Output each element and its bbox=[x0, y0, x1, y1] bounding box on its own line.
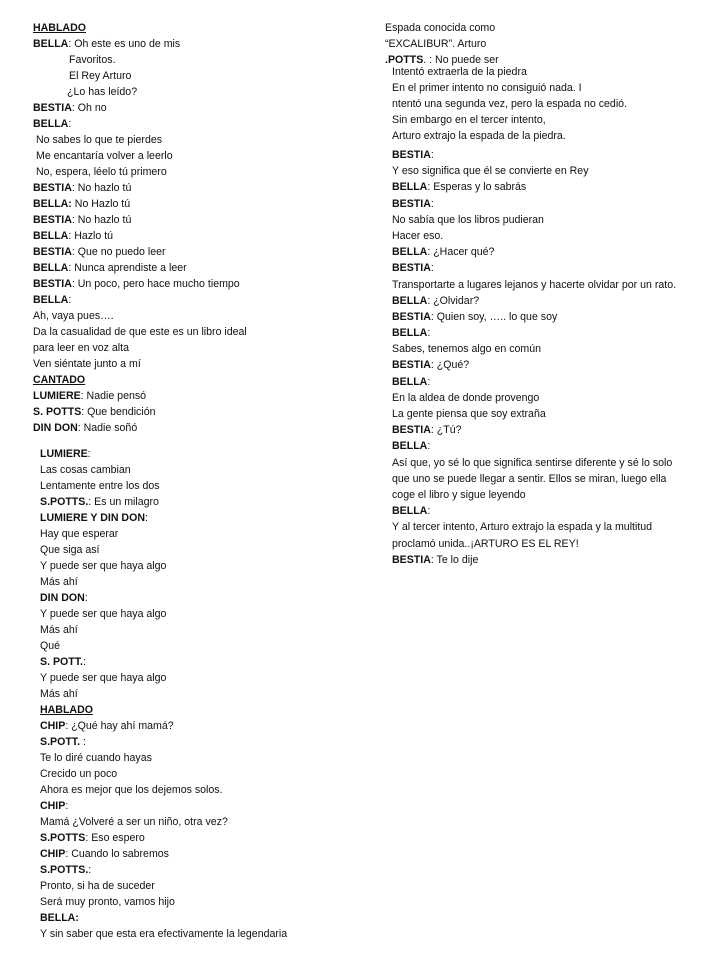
dialogue-line bbox=[392, 552, 682, 568]
dialogue-text: Te lo diré cuando hayas bbox=[40, 752, 152, 764]
speaker-name: BESTIA bbox=[392, 149, 431, 161]
dialogue-line bbox=[33, 404, 247, 420]
dialogue-line bbox=[33, 244, 247, 260]
dialogue-text: : bbox=[84, 592, 88, 604]
dialogue-text: Ahora es mejor que los dejemos solos. bbox=[40, 784, 223, 796]
dialogue-text: : Oh este es uno de mis bbox=[68, 38, 181, 50]
dialogue-line bbox=[40, 590, 287, 606]
dialogue-text: Da la casualidad de que este es un libro ideal bbox=[33, 326, 247, 338]
speaker-name: BELLA bbox=[33, 294, 69, 306]
dialogue-text: Lentamente entre los dos bbox=[40, 480, 160, 492]
dialogue-line bbox=[33, 420, 247, 436]
dialogue-text-line bbox=[33, 324, 247, 340]
speaker-name: BELLA bbox=[392, 246, 428, 259]
dialogue-text-line bbox=[40, 686, 287, 702]
section-heading-text: CANTADO bbox=[33, 374, 86, 386]
section-heading-text: HABLADO bbox=[40, 704, 93, 716]
dialogue-line bbox=[33, 388, 247, 404]
dialogue-text-line bbox=[40, 750, 287, 766]
dialogue-text: ¿Lo has leído? bbox=[67, 86, 138, 98]
dialogue-text: Ven siéntate junto a mí bbox=[33, 358, 141, 370]
speaker-name: BESTIA bbox=[392, 310, 431, 323]
dialogue-text: . : No puede ser bbox=[423, 54, 499, 66]
dialogue-text: En el primer intento no consiguió nada. I bbox=[392, 82, 582, 94]
dialogue-text-line bbox=[40, 462, 287, 478]
dialogue-line bbox=[392, 179, 682, 195]
script-column-right-middle bbox=[392, 64, 627, 144]
dialogue-line bbox=[392, 374, 682, 390]
dialogue-line bbox=[33, 116, 247, 132]
dialogue-text-line bbox=[33, 164, 247, 180]
speaker-name: BELLA bbox=[392, 440, 428, 453]
dialogue-text-line bbox=[392, 112, 627, 128]
dialogue-text: Pronto, si ha de suceder bbox=[40, 880, 155, 892]
dialogue-line bbox=[40, 734, 287, 750]
dialogue-text: : bbox=[87, 448, 91, 460]
dialogue-text: Más ahí bbox=[40, 576, 78, 588]
dialogue-text-line bbox=[392, 96, 627, 112]
dialogue-text: : Cuando lo sabremos bbox=[65, 848, 169, 860]
dialogue-text: : Nadie soñó bbox=[77, 422, 138, 434]
script-column-right-bottom bbox=[392, 147, 682, 568]
speaker-name: S.POTTS. bbox=[40, 496, 89, 508]
dialogue-line bbox=[40, 830, 287, 846]
speaker-name: BESTIA bbox=[33, 182, 72, 194]
dialogue-text-line bbox=[392, 390, 682, 406]
script-column-left-top bbox=[33, 20, 247, 436]
dialogue-line bbox=[392, 244, 682, 260]
speaker-name: BELLA bbox=[392, 375, 428, 388]
dialogue-text-line bbox=[33, 68, 247, 84]
dialogue-line bbox=[40, 494, 287, 510]
dialogue-text: : bbox=[144, 512, 148, 524]
speaker-name: S. POTTS bbox=[33, 406, 82, 418]
speaker-name: BELLA bbox=[33, 118, 69, 130]
section-heading bbox=[33, 372, 247, 388]
dialogue-line bbox=[392, 325, 682, 341]
dialogue-line bbox=[40, 910, 287, 926]
dialogue-text: : ¿Qué? bbox=[430, 359, 470, 372]
dialogue-text: : Eso espero bbox=[85, 832, 145, 844]
speaker-name: LUMIERE Y DIN DON bbox=[40, 512, 145, 524]
dialogue-text: Será muy pronto, vamos hijo bbox=[40, 896, 175, 908]
dialogue-line bbox=[33, 276, 247, 292]
dialogue-text-line bbox=[40, 766, 287, 782]
dialogue-text-line bbox=[392, 277, 682, 293]
dialogue-text-line bbox=[40, 894, 287, 910]
section-heading bbox=[33, 20, 247, 36]
speaker-name: .POTTS bbox=[385, 54, 424, 66]
dialogue-text-line bbox=[392, 64, 627, 80]
speaker-name: LUMIERE bbox=[33, 390, 81, 402]
dialogue-text: La gente piensa que soy extraña bbox=[392, 408, 546, 421]
speaker-name: CHIP bbox=[40, 848, 66, 860]
speaker-name: S.POTTS bbox=[40, 832, 86, 844]
script-column-left-bottom bbox=[40, 446, 287, 942]
dialogue-text: Y sin saber que esta era efectivamente la legendaria bbox=[40, 928, 288, 940]
speaker-name: BELLA bbox=[33, 262, 69, 274]
speaker-name: DIN DON bbox=[40, 592, 85, 604]
dialogue-line bbox=[392, 503, 682, 519]
speaker-name: BESTIA bbox=[33, 246, 72, 258]
dialogue-text: : Te lo dije bbox=[430, 553, 479, 566]
dialogue-text-line bbox=[40, 558, 287, 574]
dialogue-text: para leer en voz alta bbox=[33, 342, 129, 354]
dialogue-line bbox=[392, 357, 682, 373]
speaker-name: CHIP bbox=[40, 720, 66, 732]
dialogue-text-line bbox=[385, 20, 499, 36]
dialogue-line bbox=[40, 510, 287, 526]
dialogue-text: No sabía que los libros pudieran bbox=[392, 213, 544, 226]
dialogue-text-line bbox=[33, 84, 247, 100]
dialogue-text: : Nunca aprendiste a leer bbox=[68, 262, 187, 274]
dialogue-text-line bbox=[392, 341, 682, 357]
dialogue-text: : bbox=[68, 294, 72, 306]
dialogue-text: No sabes lo que te pierdes bbox=[36, 134, 163, 146]
dialogue-line bbox=[33, 212, 247, 228]
dialogue-text-line bbox=[33, 356, 247, 372]
dialogue-text: : No hazlo tú bbox=[71, 182, 132, 194]
dialogue-text-line bbox=[40, 878, 287, 894]
dialogue-text: El Rey Arturo bbox=[69, 70, 132, 82]
speaker-name: BELLA bbox=[33, 230, 69, 242]
speaker-name: BESTIA bbox=[392, 553, 431, 566]
speaker-name: S.POTT. bbox=[40, 736, 81, 748]
dialogue-text-line bbox=[392, 80, 627, 96]
dialogue-line bbox=[40, 718, 287, 734]
dialogue-line bbox=[40, 446, 287, 462]
dialogue-text: Que siga así bbox=[40, 544, 100, 556]
speaker-name: BELLA bbox=[33, 38, 69, 50]
dialogue-text: Intentó extraerla de la piedra bbox=[392, 66, 527, 78]
dialogue-line bbox=[392, 147, 682, 163]
dialogue-text: Crecido un poco bbox=[40, 768, 118, 780]
dialogue-text: Favoritos. bbox=[69, 54, 116, 66]
dialogue-line bbox=[392, 438, 682, 454]
dialogue-text: : Que no puedo leer bbox=[71, 246, 166, 258]
speaker-name: BELLA: bbox=[40, 912, 79, 924]
dialogue-text: : bbox=[427, 375, 431, 388]
dialogue-text: : Nadie pensó bbox=[80, 390, 147, 402]
dialogue-line bbox=[40, 654, 287, 670]
dialogue-text: : ¿Tú? bbox=[430, 424, 462, 437]
speaker-name: LUMIERE bbox=[40, 448, 88, 460]
dialogue-text: Las cosas cambian bbox=[40, 464, 131, 476]
dialogue-text: Y al tercer intento, Arturo extrajo la espada y la multitud proclamó unida..¡ARTURO ES EL REY! bbox=[392, 521, 653, 550]
dialogue-text-line bbox=[40, 814, 287, 830]
dialogue-text-line bbox=[40, 782, 287, 798]
dialogue-line bbox=[40, 798, 287, 814]
speaker-name: BESTIA bbox=[392, 424, 431, 437]
dialogue-text: Y puede ser que haya algo bbox=[40, 560, 167, 572]
speaker-name: BELLA bbox=[392, 327, 428, 340]
speaker-name: BESTIA bbox=[33, 214, 72, 226]
dialogue-line bbox=[392, 309, 682, 325]
dialogue-text: Hay que esperar bbox=[40, 528, 119, 540]
dialogue-text: No Hazlo tú bbox=[71, 198, 131, 210]
dialogue-text: : Que bendición bbox=[81, 406, 156, 418]
dialogue-text: : bbox=[427, 440, 431, 453]
dialogue-text: : ¿Olvidar? bbox=[427, 294, 480, 307]
dialogue-text: Y eso significa que él se convierte en Rey bbox=[392, 165, 589, 178]
speaker-name: BESTIA bbox=[392, 262, 431, 275]
speaker-name: BELLA bbox=[392, 181, 428, 194]
speaker-name: BELLA bbox=[392, 294, 428, 307]
dialogue-line bbox=[392, 260, 682, 276]
dialogue-text: : bbox=[88, 864, 92, 876]
dialogue-text: : ¿Qué hay ahí mamá? bbox=[65, 720, 174, 732]
dialogue-text: Sin embargo en el tercer intento, bbox=[392, 114, 546, 126]
dialogue-line bbox=[392, 196, 682, 212]
dialogue-text-line bbox=[40, 926, 287, 942]
dialogue-text-line bbox=[392, 128, 627, 144]
dialogue-text: : Hazlo tú bbox=[68, 230, 114, 242]
dialogue-text: : bbox=[65, 800, 69, 812]
dialogue-text: No, espera, léelo tú primero bbox=[36, 166, 167, 178]
dialogue-line bbox=[40, 846, 287, 862]
script-column-right-top bbox=[385, 20, 499, 68]
dialogue-text: : Es un milagro bbox=[88, 496, 159, 508]
dialogue-text: : bbox=[430, 262, 434, 275]
dialogue-text-line bbox=[33, 148, 247, 164]
speaker-name: DIN DON bbox=[33, 422, 78, 434]
speaker-name: S. POTT. bbox=[40, 656, 83, 668]
dialogue-text: Ah, vaya pues…. bbox=[33, 310, 114, 322]
speaker-name: BELLA: bbox=[33, 198, 72, 210]
dialogue-line bbox=[33, 180, 247, 196]
dialogue-text: : ¿Hacer qué? bbox=[427, 246, 495, 259]
dialogue-line bbox=[33, 292, 247, 308]
dialogue-line bbox=[33, 196, 247, 212]
dialogue-text: Transportarte a lugares lejanos y hacerte olvidar por un rato. bbox=[392, 278, 677, 291]
dialogue-text: : Quien soy, ….. lo que soy bbox=[430, 310, 558, 323]
dialogue-text: “EXCALIBUR”. Arturo bbox=[385, 38, 487, 50]
speaker-name: BESTIA bbox=[33, 278, 72, 290]
dialogue-text-line bbox=[392, 406, 682, 422]
dialogue-text-line bbox=[40, 638, 287, 654]
dialogue-text-line bbox=[392, 228, 682, 244]
dialogue-line bbox=[33, 100, 247, 116]
speaker-name: S.POTTS. bbox=[40, 864, 89, 876]
dialogue-text: : bbox=[82, 656, 86, 668]
dialogue-text-line bbox=[40, 622, 287, 638]
dialogue-line bbox=[392, 422, 682, 438]
dialogue-text: Espada conocida como bbox=[385, 22, 496, 34]
dialogue-text: ntentó una segunda vez, pero la espada no cedió. bbox=[392, 98, 628, 110]
dialogue-text: : No hazlo tú bbox=[71, 214, 132, 226]
section-heading bbox=[40, 702, 287, 718]
dialogue-text: : Esperas y lo sabrás bbox=[427, 181, 527, 194]
dialogue-text-line bbox=[40, 526, 287, 542]
dialogue-text: Mamá ¿Volveré a ser un niño, otra vez? bbox=[40, 816, 228, 828]
dialogue-text: Sabes, tenemos algo en común bbox=[392, 343, 541, 356]
speaker-name: CHIP bbox=[40, 800, 66, 812]
dialogue-text-line bbox=[392, 519, 682, 551]
dialogue-line bbox=[33, 228, 247, 244]
dialogue-text: Más ahí bbox=[40, 624, 78, 636]
dialogue-text-line bbox=[392, 212, 682, 228]
dialogue-text: Arturo extrajo la espada de la piedra. bbox=[392, 130, 566, 142]
dialogue-text-line bbox=[40, 478, 287, 494]
dialogue-text: Qué bbox=[40, 640, 61, 652]
dialogue-line bbox=[40, 862, 287, 878]
speaker-name: BESTIA bbox=[392, 359, 431, 372]
speaker-name: BESTIA bbox=[33, 102, 72, 114]
dialogue-text: : bbox=[430, 197, 434, 210]
dialogue-text-line bbox=[392, 455, 682, 504]
section-heading-text: HABLADO bbox=[33, 22, 86, 34]
dialogue-text: Así que, yo sé lo que significa sentirse diferente y sé lo solo que uno se puede llegar a sentir. Ellos se miran, luego ella coge el libro y sigue leyendo bbox=[392, 456, 673, 501]
speaker-name: BESTIA bbox=[392, 197, 431, 210]
dialogue-text: : Oh no bbox=[71, 102, 107, 114]
speaker-name: BELLA bbox=[392, 505, 428, 518]
dialogue-text-line bbox=[40, 574, 287, 590]
dialogue-text: : bbox=[427, 327, 431, 340]
dialogue-text-line bbox=[33, 52, 247, 68]
dialogue-text: Me encantaría volver a leerlo bbox=[36, 150, 173, 162]
dialogue-text: Y puede ser que haya algo bbox=[40, 672, 167, 684]
dialogue-text: : bbox=[430, 149, 434, 161]
dialogue-text-line bbox=[40, 670, 287, 686]
dialogue-text: Más ahí bbox=[40, 688, 78, 700]
dialogue-text-line bbox=[40, 542, 287, 558]
dialogue-text-line bbox=[33, 308, 247, 324]
dialogue-text: Hacer eso. bbox=[392, 229, 444, 242]
dialogue-text: : Un poco, pero hace mucho tiempo bbox=[71, 278, 240, 290]
dialogue-text-line bbox=[33, 340, 247, 356]
dialogue-text: : bbox=[427, 505, 431, 518]
dialogue-text: En la aldea de donde provengo bbox=[392, 391, 540, 404]
dialogue-text-line bbox=[385, 36, 499, 52]
dialogue-line bbox=[392, 293, 682, 309]
dialogue-line bbox=[33, 36, 247, 52]
dialogue-text-line bbox=[33, 132, 247, 148]
dialogue-text-line bbox=[392, 163, 682, 179]
dialogue-text: : bbox=[68, 118, 72, 130]
dialogue-line bbox=[33, 260, 247, 276]
dialogue-text: Y puede ser que haya algo bbox=[40, 608, 167, 620]
dialogue-text: : bbox=[80, 736, 86, 748]
dialogue-text-line bbox=[40, 606, 287, 622]
